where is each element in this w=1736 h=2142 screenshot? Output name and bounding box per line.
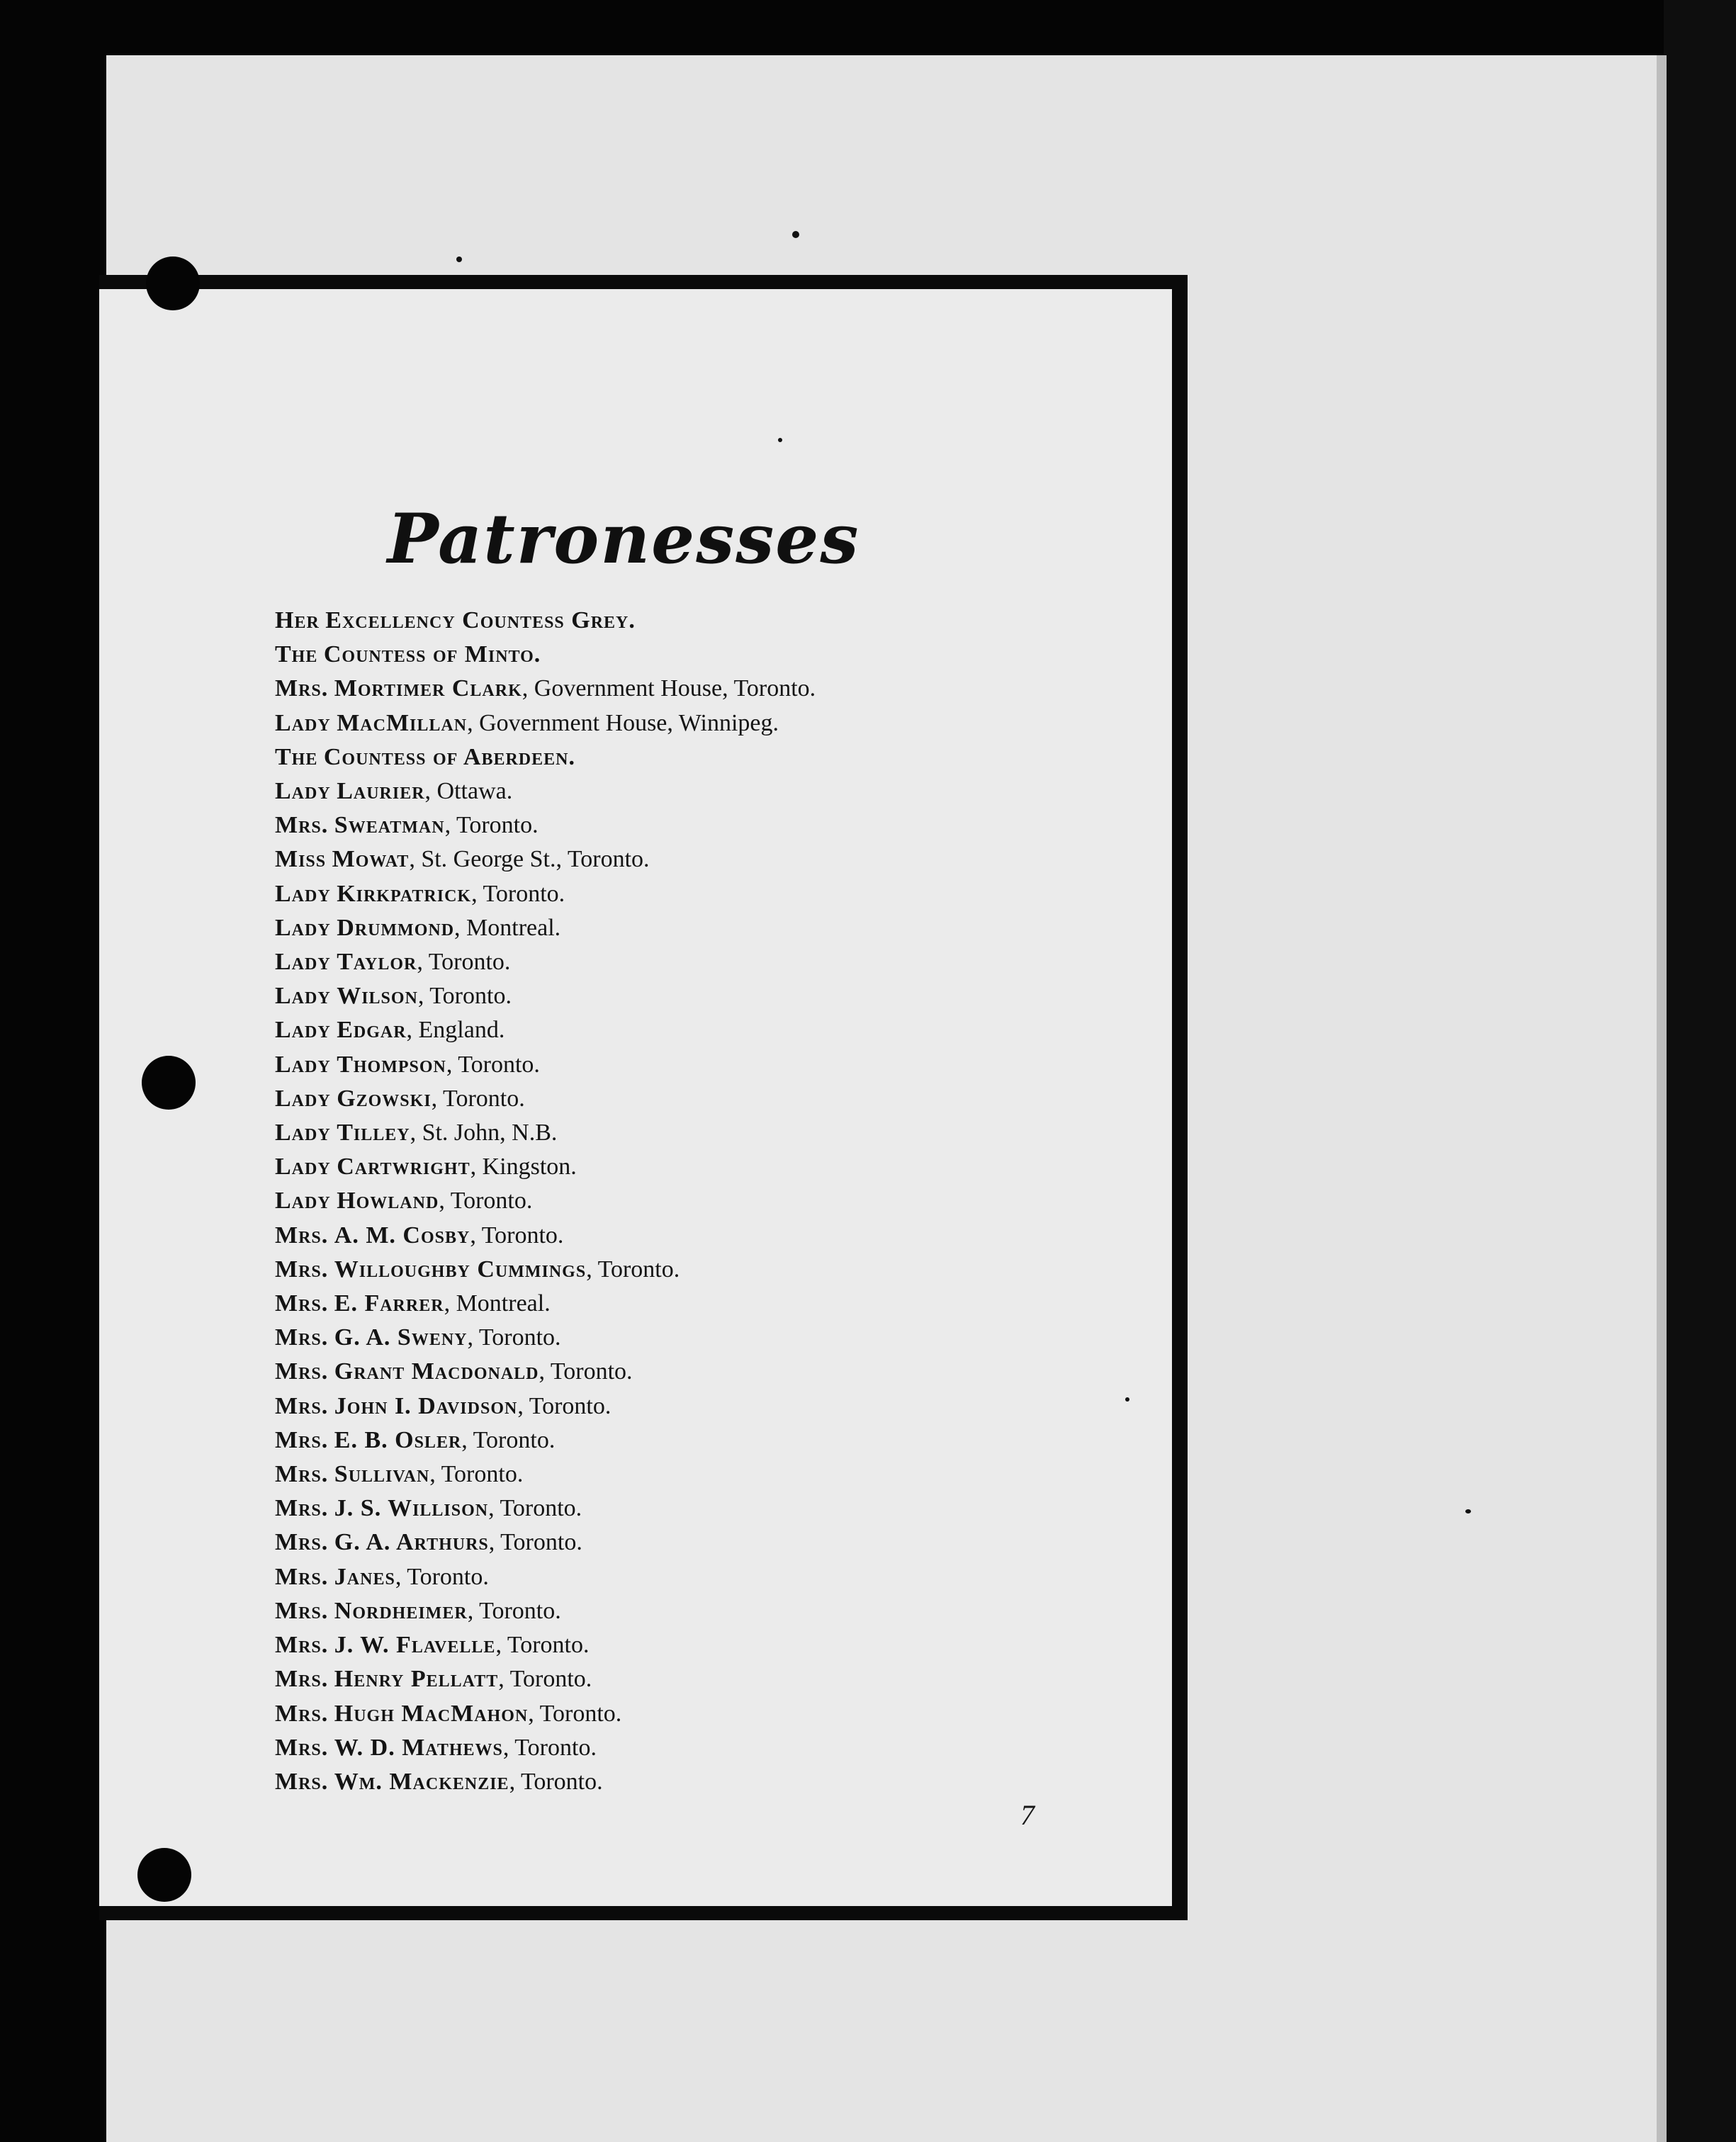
patroness-location: , Toronto. [471, 880, 565, 907]
patroness-location: , Toronto. [470, 1222, 564, 1248]
patroness-name: E. Farrer [334, 1290, 444, 1317]
patroness-honorific: Lady [275, 1051, 331, 1078]
patroness-name: Sullivan [334, 1461, 430, 1488]
patroness-location: , Toronto. [586, 1256, 680, 1283]
patroness-honorific: Mrs. [275, 1734, 329, 1761]
patroness-name: Sweatman [334, 812, 445, 839]
patroness-name: Taylor [337, 949, 417, 976]
patroness-location: , Toronto. [498, 1666, 592, 1693]
patroness-entry [275, 1628, 816, 1662]
patroness-location: , Toronto. [439, 1188, 533, 1214]
patroness-location: , Toronto. [509, 1768, 603, 1795]
patroness-entry [275, 1492, 816, 1526]
dust-speck [792, 231, 799, 238]
punch-hole-bottom [137, 1848, 191, 1902]
patroness-name: Wm. Mackenzie [334, 1768, 509, 1795]
patroness-honorific: Mrs. [275, 1597, 329, 1624]
page-number: 7 [1020, 1799, 1035, 1831]
patroness-entry [275, 1253, 816, 1287]
patroness-honorific: Mrs. [275, 1768, 329, 1795]
patroness-name: MacMillan [337, 709, 468, 736]
patroness-honorific: Lady [275, 1017, 331, 1044]
patroness-honorific: Her [275, 607, 320, 633]
patroness-entry [275, 604, 816, 638]
patroness-entry [275, 945, 816, 979]
patroness-entry [275, 1013, 816, 1047]
patroness-name: G. A. Arthurs [334, 1529, 489, 1556]
patroness-honorific: Mrs. [275, 1700, 329, 1727]
punch-hole-middle [142, 1056, 196, 1110]
patroness-name: Tilley [337, 1120, 410, 1146]
patroness-honorific: Lady [275, 949, 331, 976]
patroness-entry [275, 1765, 816, 1799]
patroness-honorific: Mrs. [275, 1290, 329, 1317]
page-title: Patronesses [387, 499, 860, 580]
patroness-entry [275, 706, 816, 740]
patroness-entry [275, 1731, 816, 1765]
patroness-name: Laurier [337, 778, 425, 805]
patroness-entry [275, 1355, 816, 1389]
patroness-location: , Montreal. [444, 1290, 551, 1317]
patroness-entry [275, 1048, 816, 1082]
patroness-honorific: Mrs. [275, 1392, 329, 1419]
patroness-location: , Ottawa. [424, 778, 513, 805]
paper-edge [1657, 55, 1667, 2142]
patroness-location: , Government House, Toronto. [522, 675, 816, 702]
dust-speck [456, 257, 462, 262]
patroness-honorific: Mrs. [275, 1426, 329, 1453]
patroness-name: Howland [337, 1188, 439, 1214]
patroness-entry [275, 1082, 816, 1116]
patroness-name: Cartwright [337, 1154, 470, 1180]
patroness-entry [275, 1424, 816, 1458]
patroness-name: Countess of Aberdeen. [323, 743, 575, 770]
patroness-location: , Toronto. [467, 1597, 561, 1624]
patroness-name: Gzowski [337, 1085, 432, 1112]
patroness-honorific: Mrs. [275, 1358, 329, 1385]
patroness-entry [275, 1184, 816, 1218]
patroness-name: Mortimer Clark [334, 675, 522, 702]
patroness-honorific: Lady [275, 880, 331, 907]
patroness-entry [275, 842, 816, 876]
patroness-name: Wilson [337, 983, 418, 1010]
patroness-honorific: Mrs. [275, 1632, 329, 1659]
patroness-honorific: Lady [275, 778, 331, 805]
patroness-honorific: Mrs. [275, 1222, 329, 1248]
patroness-honorific: Mrs. [275, 812, 329, 839]
patroness-location: , Toronto. [528, 1700, 622, 1727]
punch-hole-top [146, 257, 200, 310]
patroness-honorific: Lady [275, 914, 331, 941]
patroness-name: Hugh MacMahon [334, 1700, 529, 1727]
patroness-entry [275, 911, 816, 945]
patroness-location: , England. [406, 1017, 505, 1044]
patroness-location: , Toronto. [395, 1563, 489, 1590]
patroness-location: , Toronto. [417, 983, 512, 1010]
patroness-entry [275, 1662, 816, 1696]
patroness-honorific: Lady [275, 1085, 331, 1112]
dust-speck [1465, 1509, 1471, 1514]
patroness-location: , St. John, N.B. [410, 1120, 558, 1146]
patroness-location: , Toronto. [539, 1358, 633, 1385]
patroness-list [275, 604, 816, 1799]
patroness-name: Excellency Countess Grey. [325, 607, 636, 633]
patroness-name: Edgar [337, 1017, 407, 1044]
patroness-entry [275, 1458, 816, 1492]
patroness-name: E. B. Osler [334, 1426, 462, 1453]
patroness-name: Kirkpatrick [337, 880, 472, 907]
patroness-entry [275, 1150, 816, 1184]
patroness-name: Drummond [337, 914, 455, 941]
patroness-honorific: Mrs. [275, 1256, 329, 1283]
patroness-name: Countess of Minto. [323, 641, 541, 668]
scanner-edge-shadow [1664, 0, 1736, 2142]
patroness-entry [275, 979, 816, 1013]
patroness-location: , Toronto. [446, 1051, 540, 1078]
patroness-name: John I. Davidson [334, 1392, 518, 1419]
patroness-location: , Toronto. [431, 1085, 525, 1112]
patroness-honorific: Lady [275, 1120, 331, 1146]
patroness-name: W. D. Mathews [334, 1734, 503, 1761]
patroness-location: , Montreal. [454, 914, 561, 941]
patroness-entry [275, 1560, 816, 1594]
patroness-location: , Toronto. [488, 1495, 582, 1522]
patroness-name: Thompson [337, 1051, 446, 1078]
patroness-name: Mowat [332, 846, 410, 873]
patroness-location: , Toronto. [417, 949, 511, 976]
patroness-entry [275, 1287, 816, 1321]
patroness-honorific: The [275, 743, 318, 770]
patroness-entry [275, 672, 816, 706]
patroness-name: A. M. Cosby [334, 1222, 470, 1248]
dust-speck [1125, 1397, 1129, 1402]
patroness-entry [275, 1526, 816, 1560]
dust-speck [778, 438, 782, 442]
patroness-entry [275, 774, 816, 808]
patroness-honorific: Mrs. [275, 1461, 329, 1488]
patroness-entry [275, 740, 816, 774]
patroness-location: , Toronto. [488, 1529, 582, 1556]
patroness-honorific: Lady [275, 1154, 331, 1180]
patroness-location: , Kingston. [470, 1154, 577, 1180]
patroness-entry [275, 808, 816, 842]
patroness-location: , Toronto. [517, 1392, 611, 1419]
patroness-name: J. W. Flavelle [334, 1632, 496, 1659]
patroness-name: J. S. Willison [334, 1495, 489, 1522]
patroness-entry [275, 1219, 816, 1253]
patroness-location: , Toronto. [444, 812, 539, 839]
patroness-name: Nordheimer [334, 1597, 468, 1624]
patroness-name: Willoughby Cummings [334, 1256, 587, 1283]
patroness-location: , Toronto. [429, 1461, 524, 1488]
patroness-entry [275, 1390, 816, 1424]
patroness-entry [275, 1116, 816, 1150]
patroness-entry [275, 877, 816, 911]
patroness-honorific: Mrs. [275, 1324, 329, 1351]
patroness-honorific: Mrs. [275, 675, 329, 702]
patroness-honorific: Lady [275, 709, 331, 736]
patroness-entry [275, 1321, 816, 1355]
patroness-name: G. A. Sweny [334, 1324, 468, 1351]
patroness-name: Grant Macdonald [334, 1358, 539, 1385]
patroness-honorific: Miss [275, 846, 327, 873]
patroness-honorific: The [275, 641, 318, 668]
patroness-honorific: Lady [275, 1188, 331, 1214]
patroness-entry [275, 638, 816, 672]
patroness-location: , Toronto. [461, 1426, 556, 1453]
patroness-name: Janes [334, 1563, 395, 1590]
patroness-honorific: Mrs. [275, 1563, 329, 1590]
patroness-location: , Toronto. [467, 1324, 561, 1351]
patroness-location: , Government House, Winnipeg. [467, 709, 779, 736]
patroness-location: , Toronto. [495, 1632, 590, 1659]
patroness-honorific: Mrs. [275, 1666, 329, 1693]
patroness-entry [275, 1697, 816, 1731]
patroness-honorific: Mrs. [275, 1495, 329, 1522]
patroness-location: , Toronto. [502, 1734, 597, 1761]
patroness-name: Henry Pellatt [334, 1666, 499, 1693]
patroness-entry [275, 1594, 816, 1628]
patroness-honorific: Mrs. [275, 1529, 329, 1556]
patroness-location: , St. George St., Toronto. [409, 846, 650, 873]
patroness-honorific: Lady [275, 983, 331, 1010]
